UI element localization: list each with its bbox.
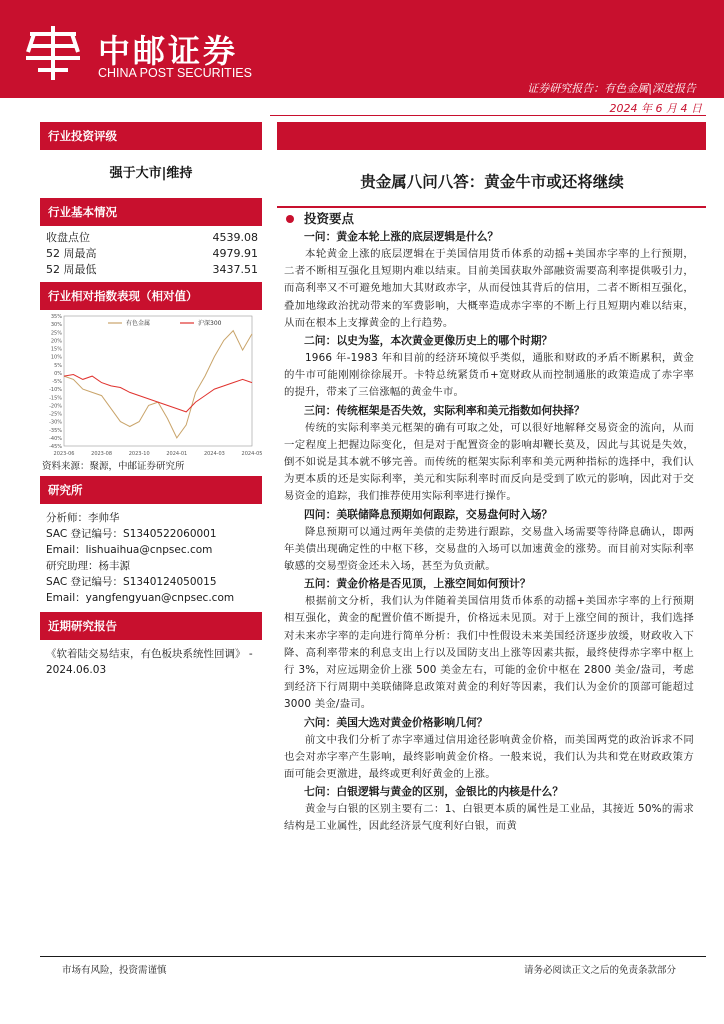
recent-reports-header: 近期研究报告: [40, 612, 262, 640]
question-heading: 四问：美联储降息预期如何跟踪，交易盘何时入场？: [304, 507, 553, 521]
question-heading: 二问：以史为鉴，本次黄金更像历史上的哪个时期？: [304, 334, 553, 348]
answer-paragraph: 降息预期可以通过两年美债的走势进行跟踪，交易盘入场需要等待降息确认，即两年美债出现确定性的中枢下移，交易盘的入场可以加速黄金的涨势。而目前对实际利率敏感的交易型资金还未入场，甚至为负贡献。: [284, 525, 694, 573]
y-tick-label: 25%: [50, 330, 62, 337]
rating-value: 强于大市|维持: [109, 166, 193, 181]
key-points-heading: [284, 210, 694, 228]
series-line-2: [64, 375, 252, 412]
y-tick-label: 0%: [54, 370, 62, 377]
question-heading: 五问：黄金价格是否见顶，上涨空间如何预计？: [304, 577, 531, 591]
brand-name-en: CHINA POST SECURITIES: [98, 66, 252, 80]
analyst-email[interactable]: Email：lishuaihua@cnpsec.com: [46, 544, 213, 556]
y-tick-label: 15%: [50, 346, 62, 353]
y-tick-label: -45%: [49, 444, 62, 450]
main-content: [284, 210, 694, 836]
stat-value: 3437.51: [212, 263, 258, 276]
answer-paragraph: 前文中我们分析了赤字率通过信用途径影响黄金价格，而美国两党的政治诉求不同也会对赤字率产生影响，最终影响黄金价格。一般来说，我们认为共和党在财政政策方面可能会更激进，最终或更利好黄金的上涨。: [284, 733, 694, 781]
footer-risk-note: 市场有风险，投资需谨慎: [62, 965, 167, 976]
stat-row-high: [40, 246, 262, 262]
x-tick-label: 2024-05: [241, 451, 262, 457]
assistant-sac: SAC 登记编号：S1340124050015: [46, 576, 217, 588]
relative-performance-chart: [40, 310, 262, 458]
y-tick-label: -30%: [49, 419, 62, 426]
stat-value: 4979.91: [212, 247, 258, 260]
answer-paragraph: 传统的实际利率美元框架的确有可取之处，可以很好地解释交易资金的流向，从而一定程度上把握边际变化，但是对于配置资金的影响却鞭长莫及，因此与其说是失效，倒不如说是其本就不够完善。而传统的框架实际利率和美元两种指标的选择中，我们认为更本质的还是实际利率，美元和实际利率时而反向是受到了欧元的影响，因此对于交易资金的追踪，我们推荐使用实际利率进行操作。: [284, 421, 694, 503]
sidebar: [40, 122, 262, 678]
answer-paragraph: 1966 年-1983 年和目前的经济环境似乎类似，通胀和财政的矛盾不断累积，黄金的牛市可能刚刚徐徐展开。卡特总统紧货币+宽财政从而控制通胀的政策造成了赤字率的提升，带来了三倍涨幅的黄金牛市。: [284, 352, 694, 399]
question-heading: 六问：美国大选对黄金价格影响几何？: [304, 715, 488, 729]
x-tick-label: 2024-03: [203, 451, 225, 457]
report-title: 贵金属八问八答：黄金牛市或还将继续: [360, 173, 624, 191]
series-line-1: [64, 331, 252, 438]
title-red-strip: [277, 122, 706, 150]
stat-row-low: [40, 262, 262, 278]
y-tick-label: 10%: [50, 354, 62, 361]
y-tick-label: -40%: [49, 435, 62, 442]
footer-disclaimer-note: 请务必阅读正文之后的免责条款部分: [523, 965, 676, 976]
stat-row-close: [40, 230, 262, 246]
y-tick-label: 30%: [50, 322, 62, 329]
analyst-section-header: 研究所: [40, 476, 262, 504]
x-tick-label: 2023-06: [53, 451, 75, 457]
y-tick-label: -15%: [49, 395, 62, 402]
stat-value: 4539.08: [212, 231, 258, 244]
answer-paragraph: 根据前文分析，我们认为伴随着美国信用货币体系的动摇+美国赤字率的上行预期相互强化，黄金的配置价值不断提升，价格远未见顶。对于上涨空间的预计，我们选择对未来赤字率的走向进行简单分析：我们中性假设未来美国经济逐步放缓，财政收入下降、高利率带来的利息支出上行以及国防支出上涨等因素共振，最终使得赤字率中枢上行 3%，对应远期金价上涨 500 美金左右，可能的金价中枢在 2800 美金/盎司，考虑到经济下行周期中美联储降息政策对黄金的利好等因素，我们认为金价的顶部可能超过 3000 美金/盎司。: [284, 595, 694, 711]
chart-source: 资料来源：聚源，中邮证券研究所: [42, 461, 185, 472]
question-heading: 一问：黄金本轮上涨的底层逻辑是什么？: [304, 230, 499, 243]
answer-paragraph: 黄金与白银的区别主要有二：1、白银更本质的属性是工业品，其接近 50%的需求结构是工业属性，因此经济景气度利好白银，而黄: [284, 803, 694, 833]
rating-section-header: 行业投资评级: [40, 122, 262, 150]
title-divider: [277, 206, 706, 208]
header-bar: [0, 0, 724, 98]
page-number: 1: [716, 1010, 722, 1019]
y-tick-label: 20%: [50, 338, 62, 345]
y-tick-label: 5%: [54, 362, 62, 369]
y-tick-label: -25%: [49, 411, 62, 418]
basics-section-header: 行业基本情况: [40, 198, 262, 226]
brand-name-cn: 中邮证券: [98, 32, 239, 70]
x-tick-label: 2024-01: [166, 451, 188, 457]
y-tick-label: -5%: [52, 379, 62, 385]
y-tick-label: -20%: [49, 403, 62, 410]
assistant-email[interactable]: Email：yangfengyuan@cnpsec.com: [46, 592, 235, 604]
bullet-icon: [286, 215, 294, 223]
stat-label: 收盘点位: [46, 231, 90, 244]
qa-list: [284, 228, 694, 836]
analyst-sac: SAC 登记编号：S1340522060001: [46, 528, 217, 540]
report-type-label: 证券研究报告：有色金属|深度报告: [527, 82, 696, 95]
legend-label: 有色金属: [126, 320, 151, 327]
x-tick-label: 2023-10: [128, 451, 150, 457]
y-tick-label: 35%: [50, 314, 62, 320]
performance-section-header: 行业相对指数表现（相对值）: [40, 282, 262, 310]
assistant-name: 研究助理：杨丰源: [46, 560, 130, 572]
stat-label: 52 周最低: [46, 263, 97, 276]
footer-divider: [40, 956, 706, 957]
key-points-label: 投资要点: [304, 211, 355, 226]
y-tick-label: -10%: [49, 387, 62, 394]
performance-chart-svg: [40, 310, 262, 458]
question-heading: 三问：传统框架是否失效，实际利率和美元指数如何抉择？: [304, 403, 585, 417]
recent-report-link[interactable]: 《软着陆交易结束，有色板块系统性回调》 - 2024.06.03: [46, 648, 253, 676]
x-tick-label: 2023-08: [91, 451, 113, 457]
stat-label: 52 周最高: [46, 247, 97, 260]
legend-label: 沪深300: [198, 320, 222, 327]
plot-frame: [64, 316, 252, 446]
y-tick-label: -35%: [49, 427, 62, 434]
answer-paragraph: 本轮黄金上涨的底层逻辑在于美国信用货币体系的动摇+美国赤字率的上行预期，二者不断相互强化且短期内难以结束。目前美国获取外部融资需要高利率提供吸引力，而高利率又不可避免地加大其财政赤字，从而侵蚀其背后的信用，二者不断相互强化，叠加地缘政治扰动带来的军费影响，大概率造成赤字率的不断上行且短期内难以结束，从而在根本上支撑黄金的上行趋势。: [284, 248, 694, 329]
analyst-name: 分析师：李帅华: [46, 512, 120, 524]
report-date: 2024 年 6 月 4 日: [609, 102, 702, 115]
china-post-logo-icon: [22, 22, 84, 84]
question-heading: 七问：白银逻辑与黄金的区别，金银比的内核是什么？: [304, 785, 564, 799]
